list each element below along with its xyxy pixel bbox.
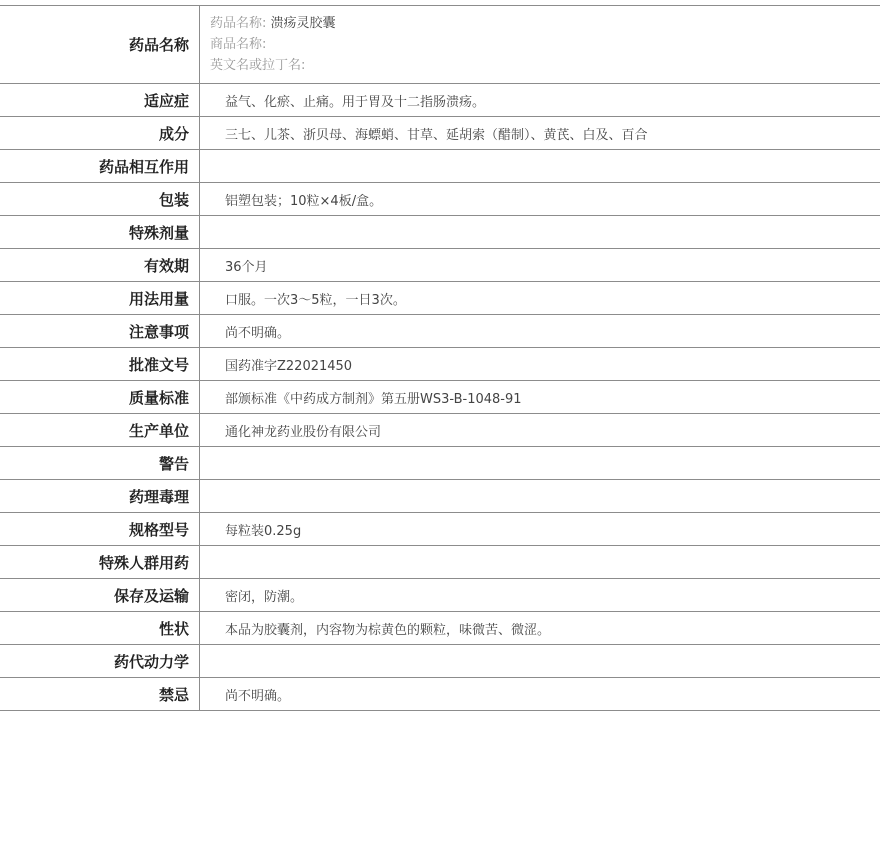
row-value: 尚不明确。 <box>225 688 291 704</box>
row-value: 密闭，防潮。 <box>225 589 304 605</box>
table-row <box>0 249 880 282</box>
row-label: 注意事项 <box>0 315 200 347</box>
latin-name-key: 英文名或拉丁名: <box>210 57 306 73</box>
row-label: 批准文号 <box>0 348 200 380</box>
row-label: 适应症 <box>0 84 200 116</box>
table-row <box>0 546 880 579</box>
row-label: 有效期 <box>0 249 200 281</box>
table-row <box>0 84 880 117</box>
row-drug-name <box>0 6 880 84</box>
generic-name-value: 溃疡灵胶囊 <box>270 15 336 31</box>
table-row <box>0 513 880 546</box>
row-value <box>200 480 880 512</box>
table-row <box>0 381 880 414</box>
row-label: 药代动力学 <box>0 645 200 677</box>
trade-name-key: 商品名称: <box>210 36 267 52</box>
row-value: 三七、儿茶、浙贝母、海螵蛸、甘草、延胡索（醋制）、黄芪、白及、百合 <box>225 127 648 143</box>
row-label: 用法用量 <box>0 282 200 314</box>
row-value: 36个月 <box>225 259 268 275</box>
table-row <box>0 579 880 612</box>
table-row <box>0 480 880 513</box>
generic-name-key: 药品名称: <box>210 15 267 31</box>
row-value: 尚不明确。 <box>225 325 291 341</box>
table-row <box>0 447 880 480</box>
row-label: 禁忌 <box>0 678 200 710</box>
row-value <box>200 447 880 479</box>
table-row <box>0 612 880 645</box>
row-label: 成分 <box>0 117 200 149</box>
row-value: 国药准字Z22021450 <box>225 358 353 374</box>
row-label: 警告 <box>0 447 200 479</box>
row-label: 特殊剂量 <box>0 216 200 248</box>
row-value: 通化神龙药业股份有限公司 <box>225 424 382 440</box>
row-label: 药品相互作用 <box>0 150 200 182</box>
table-row <box>0 645 880 678</box>
table-row <box>0 117 880 150</box>
table-row <box>0 315 880 348</box>
row-label: 保存及运输 <box>0 579 200 611</box>
latin-name-line <box>210 57 305 75</box>
row-label: 质量标准 <box>0 381 200 413</box>
row-label: 性状 <box>0 612 200 644</box>
row-value <box>200 216 880 248</box>
row-label: 规格型号 <box>0 513 200 545</box>
table-row <box>0 150 880 183</box>
row-label: 特殊人群用药 <box>0 546 200 578</box>
row-value: 益气、化瘀、止痛。用于胃及十二指肠溃疡。 <box>225 94 486 110</box>
drug-info-table <box>0 5 880 711</box>
name-lines <box>200 6 880 83</box>
row-value: 部颁标准《中药成方制剂》第五册WS3-B-1048-91 <box>225 391 522 407</box>
table-rows <box>0 84 880 711</box>
table-row <box>0 678 880 711</box>
row-value: 铝塑包装；10粒×4板/盒。 <box>225 193 383 209</box>
table-row <box>0 183 880 216</box>
trade-name-line <box>210 36 266 54</box>
table-row <box>0 216 880 249</box>
row-value <box>200 150 880 182</box>
row-label: 药品名称 <box>0 6 200 83</box>
generic-name-line <box>210 15 336 33</box>
row-label: 生产单位 <box>0 414 200 446</box>
table-row <box>0 348 880 381</box>
table-row <box>0 414 880 447</box>
row-value: 本品为胶囊剂，内容物为棕黄色的颗粒，味微苦、微涩。 <box>225 622 551 638</box>
table-row <box>0 282 880 315</box>
row-value <box>200 645 880 677</box>
row-label: 药理毒理 <box>0 480 200 512</box>
row-value: 每粒装0.25g <box>225 523 302 539</box>
row-value <box>200 546 880 578</box>
row-value: 口服。一次3～5粒，一日3次。 <box>225 292 406 308</box>
row-label: 包装 <box>0 183 200 215</box>
